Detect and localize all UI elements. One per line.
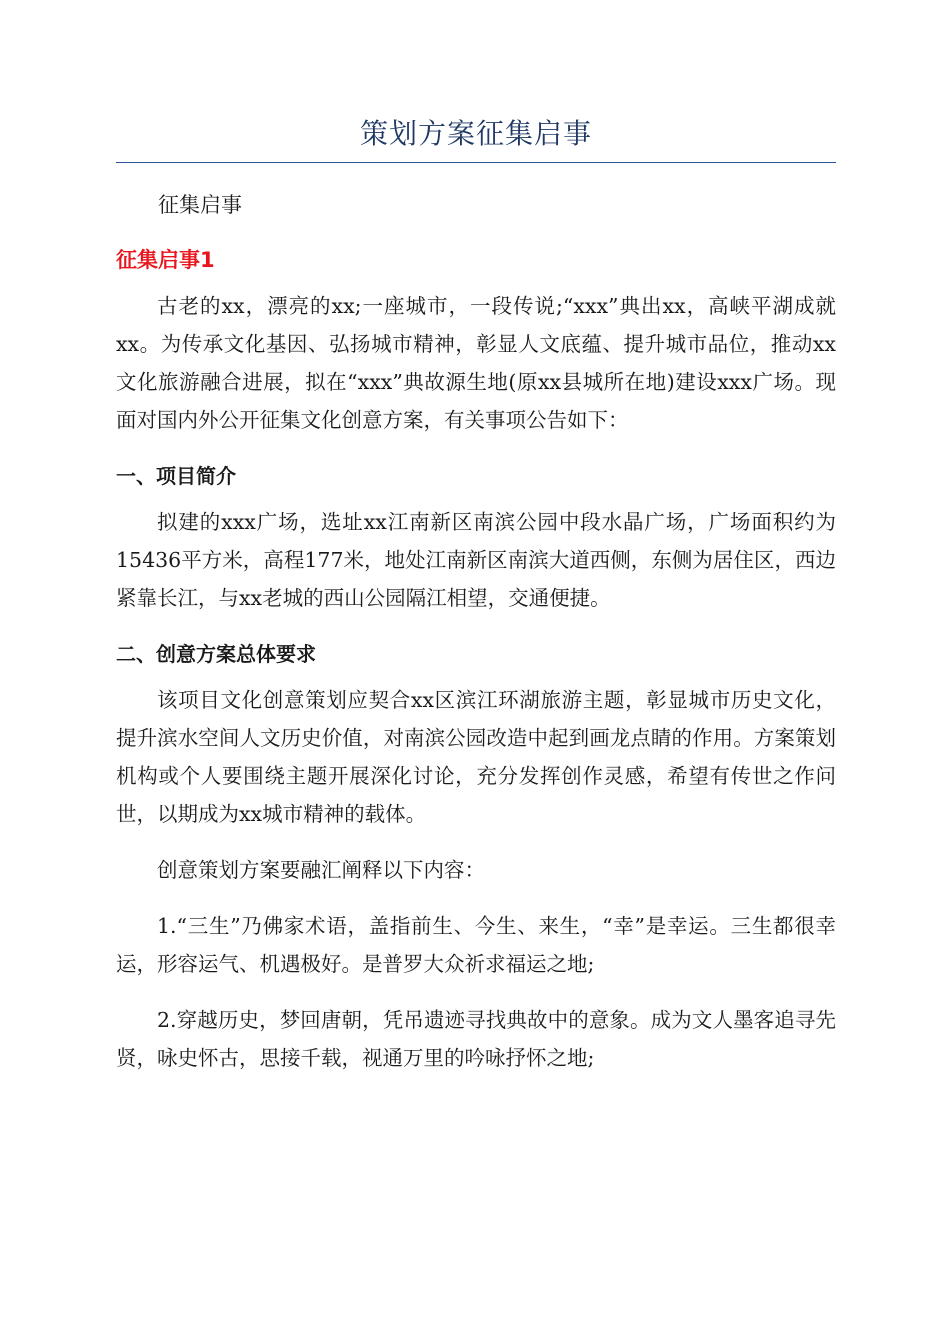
requirements-paragraph: 该项目文化创意策划应契合xx区滨江环湖旅游主题，彰显城市历史文化，提升滨水空间人文历史价值，对南滨公园改造中起到画龙点睛的作用。方案策划机构或个人要围绕主题开展深化讨论，充分发挥创作灵感，希望有传世之作问世，以期成为xx城市精神的载体。: [116, 688, 836, 826]
list-item-1: 1.“三生”乃佛家术语，盖指前生、今生、来生，“幸”是幸运。三生都很幸运，形容运气、机遇极好。是普罗大众祈求福运之地;: [116, 914, 836, 976]
document-subtitle: 征集启事: [158, 193, 242, 217]
project-intro-paragraph: 拟建的xxx广场，选址xx江南新区南滨公园中段水晶广场，广场面积约为15436平方米，高程177米，地处江南新区南滨大道西侧，东侧为居住区，西边紧靠长江，与xx老城的西山公园隔江相望，交通便捷。: [116, 510, 836, 610]
section-title-1: 征集启事1: [116, 248, 215, 272]
list-item-2: 2.穿越历史，梦回唐朝，凭吊遗迹寻找典故中的意象。成为文人墨客追寻先贤，咏史怀古，思接千载，视通万里的吟咏抒怀之地;: [116, 1008, 836, 1070]
heading-requirements: 二、创意方案总体要求: [116, 642, 316, 666]
heading-project-intro: 一、项目简介: [116, 464, 236, 488]
document-page: [116, 112, 836, 1077]
document-title: 策划方案征集启事: [116, 112, 836, 163]
intro-paragraph: 古老的xx，漂亮的xx;一座城市，一段传说;“xxx”典出xx，高峡平湖成就xx。为传承文化基因、弘扬城市精神，彰显人文底蕴、提升城市品位，推动xx文化旅游融合进展，拟在“xxx”典故源生地(原xx县城所在地)建设xxx广场。现面对国内外公开征集文化创意方案，有关事项公告如下：: [116, 294, 836, 432]
content-lead-paragraph: 创意策划方案要融汇阐释以下内容：: [157, 858, 485, 882]
